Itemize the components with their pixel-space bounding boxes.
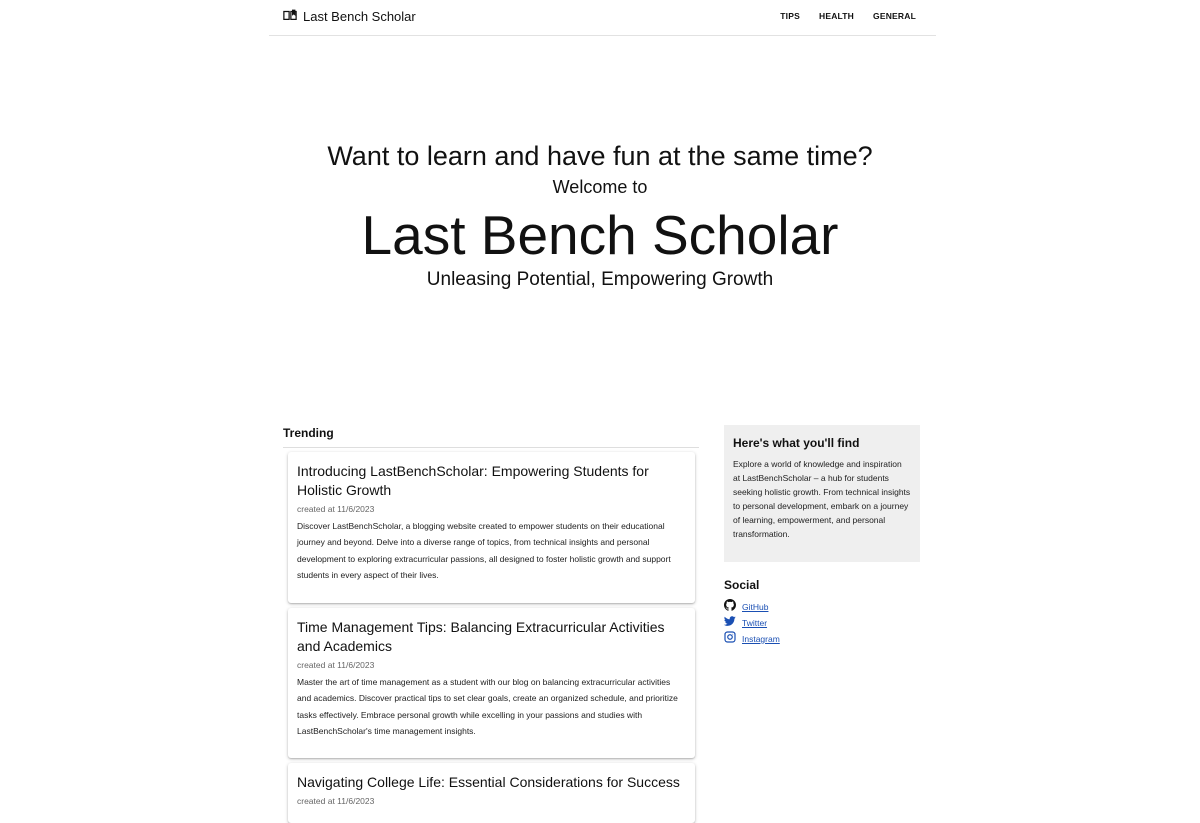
post-card[interactable] [288, 452, 695, 603]
twitter-link[interactable]: Twitter [742, 618, 768, 628]
nav-tips[interactable]: TIPS [780, 11, 800, 21]
instagram-link[interactable]: Instagram [742, 634, 780, 644]
hero-section [0, 140, 1200, 292]
main-nav [780, 11, 916, 21]
social-heading: Social [724, 578, 760, 592]
github-link[interactable]: GitHub [742, 602, 769, 612]
post-date: created at 11/6/2023 [297, 660, 375, 670]
hero-subtitle: Unleasing Potential, Empowering Growth [426, 269, 774, 290]
about-box [724, 425, 920, 562]
trending-heading: Trending [283, 426, 334, 440]
hero-title: Last Bench Scholar [361, 204, 839, 266]
post-title[interactable]: Time Management Tips: Balancing Extracurricular Activities and Academics [297, 619, 665, 654]
post-title[interactable]: Introducing LastBenchScholar: Empowering Students for Holistic Growth [297, 463, 649, 498]
about-text: Explore a world of knowledge and inspiration at LastBenchScholar – a hub for students seeking holistic growth. From technical insights to personal development, embark on a journey of learning, empowerment, and personal transformation. [733, 459, 911, 539]
post-excerpt: Master the art of time management as a student with our blog on balancing extracurricular activities and academics. Discover practical tips to set clear goals, create an organized schedule, and prioritize tasks effectively. Embrace personal growth while excelling in your passions and studies with LastBenchScholar's time management insights. [297, 677, 678, 736]
divider [283, 447, 699, 448]
brand-name: Last Bench Scholar [303, 9, 416, 24]
post-date: created at 11/6/2023 [297, 504, 375, 514]
brand-link[interactable] [283, 9, 416, 24]
social-item-twitter[interactable] [724, 615, 780, 631]
top-nav-bar [269, 0, 936, 36]
hero-question: Want to learn and have fun at the same time? [327, 141, 873, 171]
nav-general[interactable]: GENERAL [873, 11, 916, 21]
hero-welcome: Welcome to [552, 177, 648, 197]
instagram-icon [724, 630, 736, 648]
post-card[interactable] [288, 763, 695, 823]
social-item-github[interactable] [724, 599, 780, 615]
nav-health[interactable]: HEALTH [818, 11, 855, 21]
social-links [724, 599, 780, 647]
social-item-instagram[interactable] [724, 631, 780, 647]
about-heading: Here's what you'll find [733, 436, 860, 450]
post-excerpt: Discover LastBenchScholar, a blogging website created to empower students on their educational journey and beyond. Delve into a diverse range of topics, from technical insights and personal development to exploring extracurricular passions, all designed to foster holistic growth and support students in every aspect of their lives. [297, 521, 671, 580]
post-date: created at 11/6/2023 [297, 796, 375, 806]
open-book-icon [283, 9, 297, 24]
post-title[interactable]: Navigating College Life: Essential Considerations for Success [297, 774, 680, 790]
post-card[interactable] [288, 608, 695, 758]
